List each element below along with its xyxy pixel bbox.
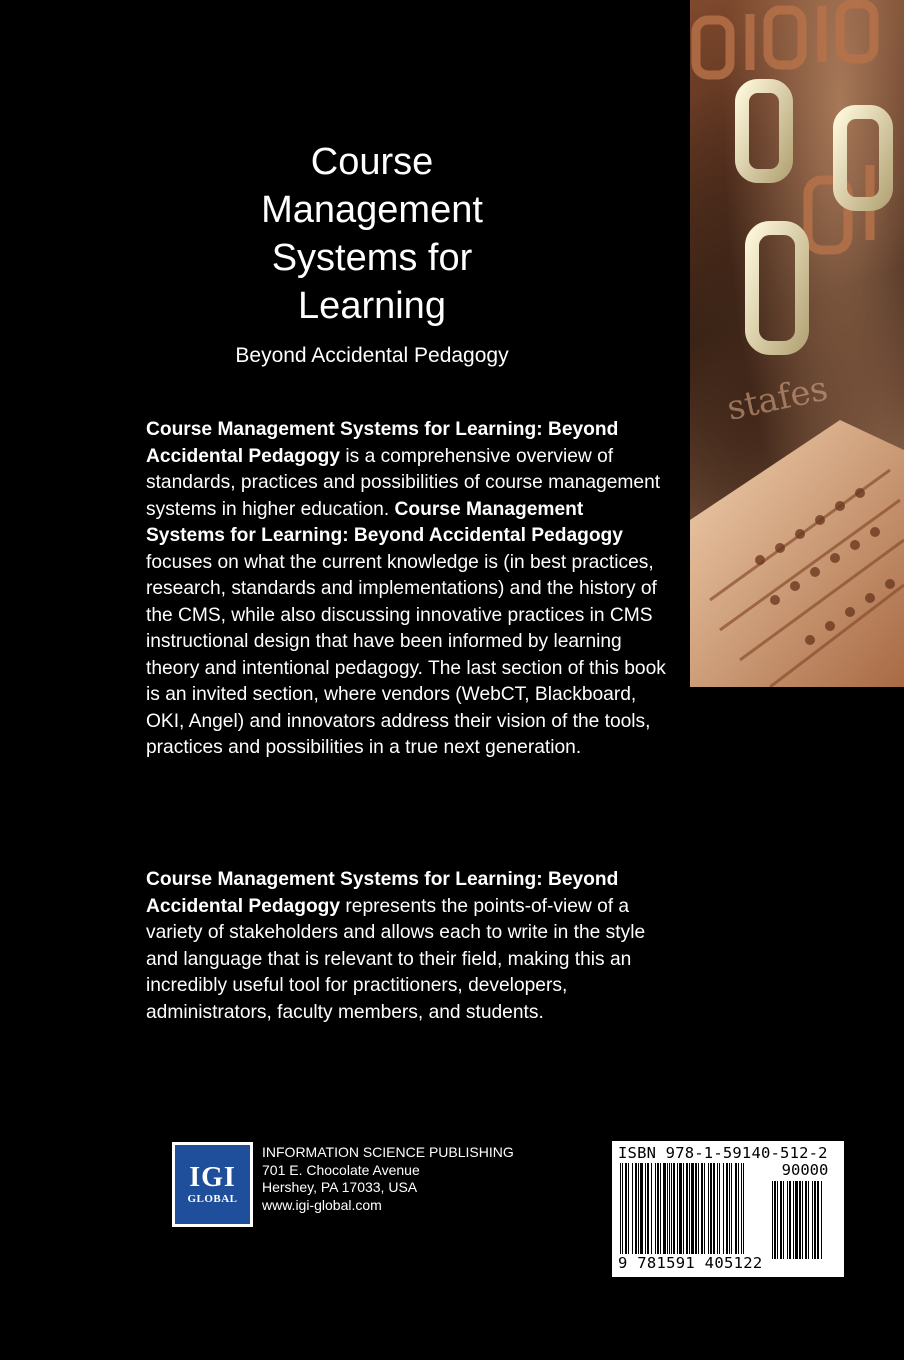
description-paragraph-2 xyxy=(146,867,666,1026)
description-text: represents the points-of-view of a variety of stakeholders and allows each to write in the style and language that is relevant to their field, making this an incredibly useful tool for practitioners, developers, administrators, faculty members, and students. xyxy=(146,895,646,1023)
publisher-block xyxy=(172,1142,592,1232)
ean-barcode-bars xyxy=(620,1163,763,1259)
description-text: is a comprehensive overview of standards, practices and possibilities of course management systems in higher education. xyxy=(146,445,661,520)
book-title-bold: Course Management Systems for Learning: Beyond Accidental Pedagogy xyxy=(146,498,623,546)
publisher-website: www.igi-global.com xyxy=(262,1196,382,1213)
logo-main-text: IGI xyxy=(189,1161,236,1193)
title-line: Systems for xyxy=(271,237,473,279)
description-text: focuses on what the current knowledge is (in best practices, research, standards and implementations) and the history of the CMS, while also discussing innovative practices in CMS instructional design that have been informed by learning theory and intentional pedagogy. The last section of this book is an invited section, where vendors (WebCT, Blackboard, OKI, Angel) and innovators address their vision of the tools, practices and possibilities in a true next generation. xyxy=(146,551,666,758)
svg-text:stafes: stafes xyxy=(723,368,832,429)
logo-sub-text: GLOBAL xyxy=(187,1192,238,1205)
cover-art-image xyxy=(690,0,904,687)
book-title-bold: Course Management Systems for Learning: Beyond Accidental Pedagogy xyxy=(146,419,619,467)
book-title-bold: Course Management Systems for Learning: Beyond Accidental Pedagogy xyxy=(146,869,619,917)
description-paragraph-1 xyxy=(146,417,666,762)
publisher-address xyxy=(262,1144,514,1214)
price-code: 90000 xyxy=(781,1161,829,1179)
title-line: Learning xyxy=(298,285,446,327)
book-subtitle: Beyond Accidental Pedagogy xyxy=(235,344,509,367)
book-title xyxy=(172,138,572,330)
price-barcode-bars xyxy=(772,1181,838,1259)
publisher-name: INFORMATION SCIENCE PUBLISHING xyxy=(262,1144,514,1160)
publisher-address-line-1: 701 E. Chocolate Avenue xyxy=(262,1161,420,1178)
title-line: Course xyxy=(310,141,434,183)
ean-digits: 9 781591 405122 xyxy=(618,1254,768,1272)
publisher-address-line-2: Hershey, PA 17033, USA xyxy=(262,1179,418,1195)
isbn-number: ISBN 978-1-59140-512-2 xyxy=(618,1144,828,1162)
isbn-barcode xyxy=(612,1141,844,1277)
title-line: Management xyxy=(261,189,483,231)
igi-global-logo xyxy=(172,1142,253,1227)
